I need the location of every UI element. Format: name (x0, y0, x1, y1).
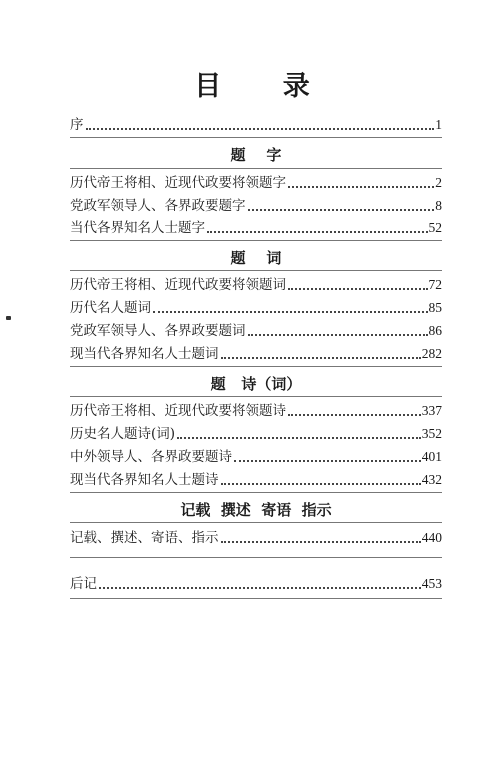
toc-entry[interactable] (70, 320, 442, 340)
page-title: 目 录 (194, 71, 336, 102)
toc-entry[interactable] (70, 446, 442, 466)
page-number: 401 (421, 449, 442, 464)
toc-entry[interactable] (70, 195, 442, 215)
page-number: 52 (428, 220, 442, 235)
entry-title: 历代帝王将相、近现代政要将领题诗 (70, 403, 286, 419)
toc-entry[interactable] (70, 423, 442, 443)
entry-title: 记载、撰述、寄语、指示 (70, 530, 219, 546)
entry-title: 历代名人题词 (70, 300, 151, 316)
entry-title: 中外领导人、各界政要题诗 (70, 449, 232, 465)
section-heading-dedications: 题 词 (230, 249, 282, 267)
entry-title: 历代帝王将相、近现代政要将领题词 (70, 277, 286, 293)
dot-leader (221, 357, 421, 359)
page-number: 440 (421, 530, 442, 545)
divider-rule (70, 366, 442, 367)
divider-rule (70, 492, 442, 493)
dot-leader (99, 587, 421, 589)
divider-rule (70, 168, 442, 169)
dot-leader (234, 460, 421, 462)
toc-entry[interactable] (70, 527, 442, 547)
toc-entry[interactable] (70, 469, 442, 489)
entry-title: 现当代各界知名人士题诗 (70, 472, 219, 488)
page-number: 2 (435, 175, 442, 190)
entry-title: 当代各界知名人士题字 (70, 220, 205, 236)
page-number: 8 (435, 198, 442, 213)
entry-title: 后记 (70, 576, 97, 592)
divider-rule (70, 396, 442, 397)
divider-rule (70, 137, 442, 138)
page-number: 453 (421, 576, 442, 591)
dot-leader (221, 541, 421, 543)
page-number: 86 (428, 323, 442, 338)
toc-entry[interactable] (70, 274, 442, 294)
dot-leader (288, 288, 428, 290)
divider-rule (70, 557, 442, 558)
divider-rule (70, 598, 442, 599)
page-number: 1 (435, 117, 442, 132)
dot-leader (207, 231, 428, 233)
section-heading-records: 记载 撰述 寄语 指示 (180, 501, 332, 519)
toc-entry[interactable] (70, 343, 442, 363)
page-number: 337 (421, 403, 442, 418)
scan-speck (6, 316, 11, 320)
dot-leader (288, 414, 421, 416)
section-heading-poems: 题 诗（词） (210, 375, 302, 393)
divider-rule (70, 522, 442, 523)
page-number: 352 (421, 426, 442, 441)
dot-leader (86, 128, 435, 130)
toc-entry[interactable] (70, 217, 442, 237)
toc-entry-postscript[interactable] (70, 573, 442, 593)
entry-title: 现当代各界知名人士题词 (70, 346, 219, 362)
divider-rule (70, 270, 442, 271)
toc-entry[interactable] (70, 297, 442, 317)
dot-leader (248, 334, 428, 336)
dot-leader (248, 209, 435, 211)
dot-leader (177, 437, 421, 439)
entry-title: 党政军领导人、各界政要题词 (70, 323, 246, 339)
toc-entry[interactable] (70, 400, 442, 420)
section-heading-inscriptions: 题 字 (230, 146, 282, 164)
page-number: 432 (421, 472, 442, 487)
toc-entry[interactable] (70, 172, 442, 192)
divider-rule (70, 240, 442, 241)
page-number: 282 (421, 346, 442, 361)
dot-leader (153, 311, 428, 313)
entry-title: 党政军领导人、各界政要题字 (70, 198, 246, 214)
page-number: 72 (428, 277, 442, 292)
entry-title: 历史名人题诗(词) (70, 426, 176, 442)
dot-leader (288, 186, 434, 188)
toc-entry-preface[interactable] (70, 114, 442, 134)
entry-title: 序 (70, 117, 84, 133)
entry-title: 历代帝王将相、近现代政要将领题字 (70, 175, 286, 191)
dot-leader (221, 483, 421, 485)
page-number: 85 (428, 300, 442, 315)
